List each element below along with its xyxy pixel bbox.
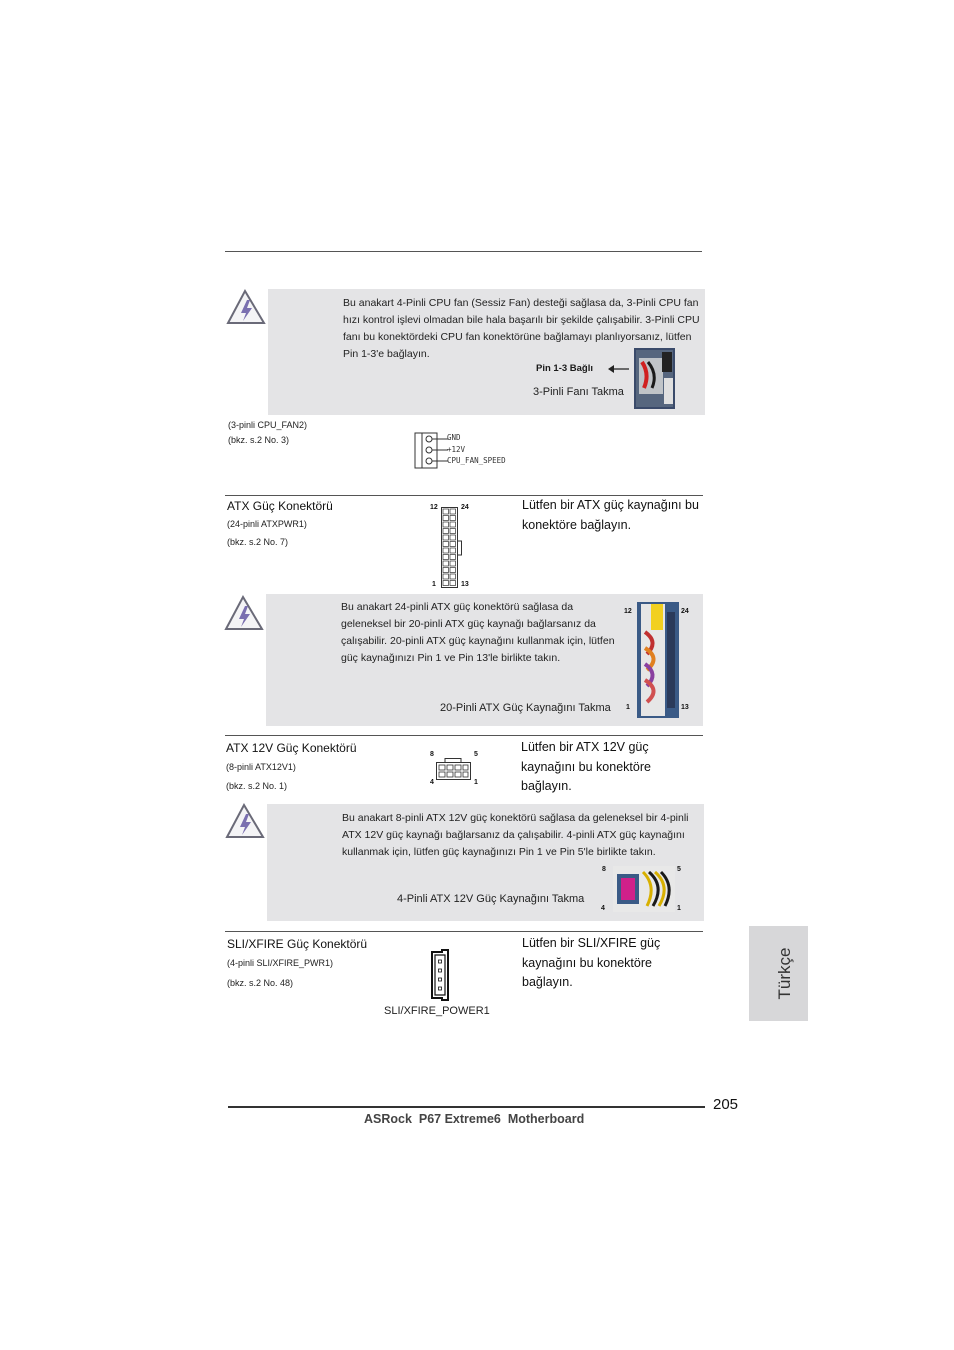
atx12v-pin-1: 1 <box>474 779 478 786</box>
atx-pin-cell <box>450 516 456 521</box>
atx-pin-12: 12 <box>430 504 438 511</box>
atx-power-sub: (24-pinli ATXPWR1) <box>227 519 307 529</box>
atx12v-power-photo <box>613 866 675 912</box>
sli-rule <box>225 931 703 932</box>
atx-pin-cell <box>450 522 456 527</box>
warning-icon <box>224 594 266 632</box>
atx-pin-13: 13 <box>461 581 469 588</box>
footer-rule <box>228 1106 705 1108</box>
sli-desc: Lütfen bir SLI/XFIRE güç kaynağını bu konektöre bağlayın. <box>522 936 661 989</box>
atx-power-ref: (bkz. s.2 No. 7) <box>227 537 289 547</box>
atx12v-photo-pin-1: 1 <box>677 905 681 912</box>
atx12v-note-text: Bu anakart 8-pinli ATX 12V güç konektörü sağlasa da geleneksel bir 4-pinli ATX 12V güç kaynağı bağlarsanız da çalışabilir. 4-pinli ATX güç kaynağını kullanmak için, lütfen güç kaynağınızı Pin 1 ve Pin 5'le birlikte takın. <box>342 812 689 858</box>
sli-title: SLI/XFIRE Güç Konektörü <box>227 937 368 951</box>
top-rule <box>225 251 702 252</box>
atx12v-note-caption: 4-Pinli ATX 12V Güç Kaynağını Takma <box>397 893 585 905</box>
language-tab <box>749 926 808 1021</box>
pin-label-12v: +12V <box>447 445 466 454</box>
cpu-fan2-connector-diagram <box>414 432 450 470</box>
pin-label-fan-speed: CPU_FAN_SPEED <box>447 456 506 465</box>
atx-power-desc: Lütfen bir ATX güç kaynağını bu konektöre bağlayın. <box>522 498 699 532</box>
atx-power-title: ATX Güç Konektörü <box>227 499 333 513</box>
atx-photo-pin-13: 13 <box>681 704 689 711</box>
sli-sub: (4-pinli SLI/XFIRE_PWR1) <box>227 958 334 968</box>
atx-pin-cell <box>450 509 456 514</box>
atx12v-photo-pin-4: 4 <box>601 905 605 912</box>
atx-pin-cell <box>443 555 449 560</box>
atx12v-title: ATX 12V Güç Konektörü <box>226 741 357 755</box>
atx-pin-cell <box>450 568 456 573</box>
fan-pin-label: Pin 1-3 Bağlı <box>536 363 594 374</box>
atx-note-text: Bu anakart 24-pinli ATX güç konektörü sağlasa da geleneksel bir 20-pinli ATX güç kaynağı bağlarsanız da çalışabilir. 20-pinli ATX güç kaynağını kullanmak için, lütfen güç kaynağınızı Pin 1 ve Pin 13'le birlikte takın. <box>341 601 615 664</box>
atx-pin-cell <box>450 548 456 553</box>
warning-icon <box>226 288 268 326</box>
atx12v-photo-pin-5: 5 <box>677 866 681 873</box>
atx12v-sub: (8-pinli ATX12V1) <box>226 762 296 772</box>
fan-connector-photo <box>634 348 675 409</box>
sli-caption: SLI/XFIRE_POWER1 <box>384 1005 490 1017</box>
atx12v-8pin-connector-diagram <box>436 758 471 780</box>
sli-ref: (bkz. s.2 No. 48) <box>227 978 294 988</box>
atx-pin-cell <box>443 568 449 573</box>
atx-pin-cell <box>443 529 449 534</box>
atx-pin-cell <box>443 509 449 514</box>
atx-note-caption: 20-Pinli ATX Güç Kaynağını Takma <box>440 702 611 714</box>
atx-pin-cell <box>450 542 456 547</box>
fan-note-text: Bu anakart 4-Pinli CPU fan (Sessiz Fan) desteği sağlasa da, 3-Pinli CPU fan hızı kontrol işlevi olmadan bile hala başarılı bir şekilde çalışabilir. 3-Pinli CPU fanı bu konektördeki CPU fan konektörüne bağlamayı planlıyorsanız, lütfen Pin 1-3'e bağlayın. <box>343 297 700 360</box>
atx-pin-cell <box>450 581 456 586</box>
atx12v-desc: Lütfen bir ATX 12V güç kaynağını bu konektöre bağlayın. <box>521 740 651 793</box>
cpu-fan2-ref: (bkz. s.2 No. 3) <box>228 435 290 445</box>
atx-pin-cell <box>450 555 456 560</box>
atx-photo-pin-1: 1 <box>626 704 630 711</box>
atx12v-ref: (bkz. s.2 No. 1) <box>226 781 288 791</box>
atx-pin-cell <box>443 535 449 540</box>
atx12v-pin-5: 5 <box>474 751 478 758</box>
pin-label-gnd: GND <box>447 433 461 442</box>
atx-pin-cell <box>443 561 449 566</box>
atx-pin-cell <box>450 529 456 534</box>
fan-caption: 3-Pinli Fanı Takma <box>533 386 624 398</box>
atx-pin-cell <box>450 561 456 566</box>
page-number: 205 <box>713 1096 739 1113</box>
atx12v-rule <box>225 735 703 736</box>
atx-photo-pin-12: 12 <box>624 608 632 615</box>
atx-pin-24: 24 <box>461 504 469 511</box>
atx12v-photo-pin-8: 8 <box>602 866 606 873</box>
footer-product: ASRock P67 Extreme6 Motherboard <box>364 1112 585 1126</box>
arrow-left-icon <box>608 364 630 374</box>
atx-pin-cell <box>443 548 449 553</box>
warning-icon <box>225 802 267 840</box>
atx-pin-cell <box>443 581 449 586</box>
atx-pin-cell <box>450 574 456 579</box>
language-tab-label: Türkçe <box>775 947 794 1000</box>
atx-pin-1: 1 <box>432 581 436 588</box>
atx-pin-cell <box>443 516 449 521</box>
atx12v-pin-8: 8 <box>430 751 434 758</box>
atx-pin-cell <box>443 522 449 527</box>
atx12v-pin-4: 4 <box>430 779 434 786</box>
sli-connector-diagram <box>430 949 450 1001</box>
atx-photo-pin-24: 24 <box>681 608 689 615</box>
atx-pin-cell <box>450 535 456 540</box>
atx-power-photo <box>637 602 679 718</box>
atx-24pin-connector-diagram <box>441 507 463 589</box>
cpu-fan2-sub: (3-pinli CPU_FAN2) <box>228 420 308 430</box>
atx-pin-cell <box>443 542 449 547</box>
atx-pin-cell <box>443 574 449 579</box>
